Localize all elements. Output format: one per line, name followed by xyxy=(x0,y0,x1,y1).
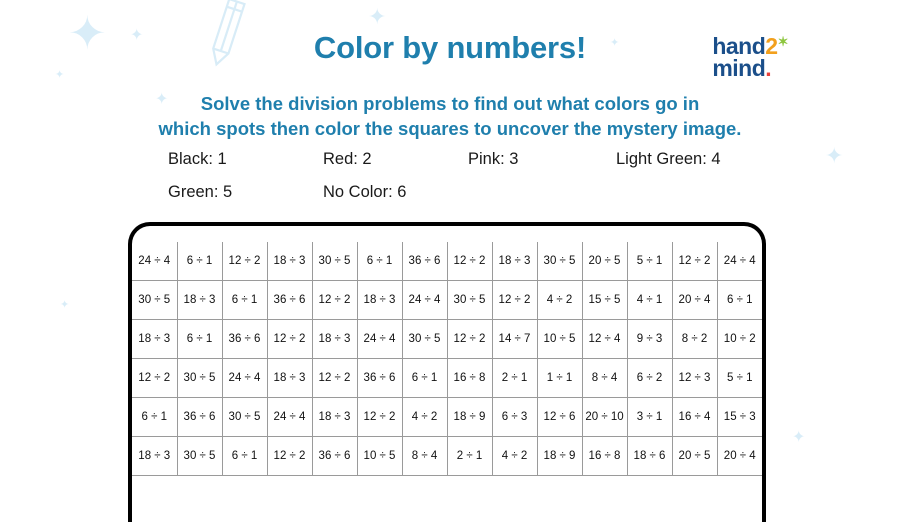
page-title: Color by numbers! xyxy=(313,30,587,65)
logo-line1: hand xyxy=(712,33,766,59)
grid-cell[interactable]: 10 ÷ 5 xyxy=(357,437,402,476)
grid-cell[interactable]: 6 ÷ 1 xyxy=(132,398,177,437)
grid-cell[interactable]: 36 ÷ 6 xyxy=(402,242,447,281)
grid-cell[interactable]: 4 ÷ 2 xyxy=(492,437,537,476)
star-decoration-2: ✦ xyxy=(130,27,144,44)
grid-cell[interactable]: 30 ÷ 5 xyxy=(132,281,177,320)
star-decoration-4: ✦ xyxy=(368,4,387,29)
grid-cell[interactable]: 30 ÷ 5 xyxy=(447,281,492,320)
grid-cell[interactable]: 18 ÷ 3 xyxy=(267,242,312,281)
grid-cell[interactable]: 2 ÷ 1 xyxy=(492,359,537,398)
grid-cell[interactable]: 18 ÷ 3 xyxy=(132,437,177,476)
grid-cell[interactable]: 14 ÷ 7 xyxy=(492,320,537,359)
grid-cell[interactable]: 20 ÷ 4 xyxy=(717,437,762,476)
grid-cell[interactable]: 6 ÷ 2 xyxy=(627,359,672,398)
grid-cell[interactable]: 24 ÷ 4 xyxy=(132,242,177,281)
star-decoration-7: ✦ xyxy=(825,143,844,168)
grid-cell[interactable]: 8 ÷ 4 xyxy=(402,437,447,476)
grid-cell[interactable]: 30 ÷ 5 xyxy=(312,242,357,281)
grid-cell[interactable]: 20 ÷ 5 xyxy=(582,242,627,281)
logo-dot: . xyxy=(765,54,772,81)
grid-cell[interactable]: 5 ÷ 1 xyxy=(717,359,762,398)
puzzle-grid-container xyxy=(128,222,766,522)
grid-cell[interactable]: 24 ÷ 4 xyxy=(267,398,312,437)
grid-cell[interactable]: 6 ÷ 1 xyxy=(357,242,402,281)
grid-cell[interactable]: 24 ÷ 4 xyxy=(357,320,402,359)
legend-item-blank-2 xyxy=(616,183,766,202)
grid-cell[interactable]: 2 ÷ 1 xyxy=(447,437,492,476)
grid-cell[interactable]: 6 ÷ 3 xyxy=(492,398,537,437)
grid-cell[interactable]: 30 ÷ 5 xyxy=(537,242,582,281)
grid-cell[interactable]: 18 ÷ 3 xyxy=(492,242,537,281)
legend-item-blank-1 xyxy=(468,183,616,202)
legend-item-light-green: Light Green: 4 xyxy=(616,150,721,168)
grid-cell[interactable]: 15 ÷ 3 xyxy=(717,398,762,437)
grid-cell[interactable]: 6 ÷ 1 xyxy=(177,320,222,359)
grid-row xyxy=(132,281,762,320)
grid-cell[interactable]: 18 ÷ 3 xyxy=(357,281,402,320)
brand-logo xyxy=(712,33,788,81)
grid-cell[interactable]: 12 ÷ 2 xyxy=(267,320,312,359)
grid-row xyxy=(132,242,762,281)
grid-cell[interactable]: 8 ÷ 4 xyxy=(582,359,627,398)
grid-cell[interactable]: 36 ÷ 6 xyxy=(267,281,312,320)
legend-item-pink: Pink: 3 xyxy=(468,150,519,168)
star-decoration-5: ✦ xyxy=(610,37,620,49)
grid-cell[interactable]: 20 ÷ 4 xyxy=(672,281,717,320)
grid-cell[interactable]: 20 ÷ 5 xyxy=(672,437,717,476)
grid-cell[interactable]: 18 ÷ 9 xyxy=(447,398,492,437)
grid-cell[interactable]: 12 ÷ 3 xyxy=(672,359,717,398)
instructions-line-2: which spots then color the squares to uncover the mystery image. xyxy=(158,117,742,139)
grid-cell[interactable]: 18 ÷ 3 xyxy=(177,281,222,320)
grid-cell[interactable]: 36 ÷ 6 xyxy=(357,359,402,398)
star-decoration-1: ✦ xyxy=(68,7,107,59)
grid-cell[interactable]: 12 ÷ 2 xyxy=(132,359,177,398)
grid-cell[interactable]: 10 ÷ 5 xyxy=(537,320,582,359)
grid-row xyxy=(132,320,762,359)
grid-cell[interactable]: 36 ÷ 6 xyxy=(222,320,267,359)
legend-row xyxy=(168,183,768,202)
grid-cell[interactable]: 24 ÷ 4 xyxy=(717,242,762,281)
logo-line2: mind xyxy=(712,54,766,81)
grid-cell[interactable]: 16 ÷ 8 xyxy=(582,437,627,476)
grid-cell[interactable]: 20 ÷ 10 xyxy=(582,398,627,437)
grid-cell[interactable]: 12 ÷ 2 xyxy=(312,359,357,398)
star-decoration-3: ✦ xyxy=(55,69,65,81)
sparkle-icon: ✶ xyxy=(777,34,788,49)
legend-row xyxy=(168,150,768,169)
grid-cell[interactable]: 18 ÷ 3 xyxy=(132,320,177,359)
grid-cell[interactable]: 4 ÷ 2 xyxy=(537,281,582,320)
grid-cell[interactable]: 16 ÷ 8 xyxy=(447,359,492,398)
grid-row xyxy=(132,359,762,398)
grid-cell[interactable]: 24 ÷ 4 xyxy=(222,359,267,398)
grid-cell[interactable]: 30 ÷ 5 xyxy=(402,320,447,359)
grid-cell[interactable]: 12 ÷ 2 xyxy=(492,281,537,320)
grid-cell[interactable]: 1 ÷ 1 xyxy=(537,359,582,398)
instructions xyxy=(0,92,900,142)
grid-cell[interactable]: 24 ÷ 4 xyxy=(402,281,447,320)
star-decoration-6: ✦ xyxy=(155,91,169,108)
grid-cell[interactable]: 12 ÷ 2 xyxy=(267,437,312,476)
grid-cell[interactable]: 18 ÷ 3 xyxy=(312,398,357,437)
grid-row xyxy=(132,398,762,437)
grid-cell[interactable]: 6 ÷ 1 xyxy=(222,437,267,476)
legend-item-black: Black: 1 xyxy=(168,150,227,168)
grid-cell[interactable]: 12 ÷ 4 xyxy=(582,320,627,359)
grid-cell[interactable]: 6 ÷ 1 xyxy=(222,281,267,320)
legend-item-no-color: No Color: 6 xyxy=(323,183,407,201)
grid-cell[interactable]: 15 ÷ 5 xyxy=(582,281,627,320)
grid-cell[interactable]: 12 ÷ 2 xyxy=(447,242,492,281)
grid-cell[interactable]: 30 ÷ 5 xyxy=(177,359,222,398)
grid-cell[interactable]: 6 ÷ 1 xyxy=(717,281,762,320)
grid-cell[interactable]: 18 ÷ 3 xyxy=(267,359,312,398)
grid-cell[interactable]: 12 ÷ 6 xyxy=(537,398,582,437)
grid-cell[interactable]: 8 ÷ 2 xyxy=(672,320,717,359)
grid-cell[interactable]: 36 ÷ 6 xyxy=(177,398,222,437)
grid-cell[interactable]: 4 ÷ 2 xyxy=(402,398,447,437)
grid-cell[interactable]: 6 ÷ 1 xyxy=(402,359,447,398)
grid-cell[interactable]: 9 ÷ 3 xyxy=(627,320,672,359)
color-legend xyxy=(168,150,768,216)
grid-cell[interactable]: 10 ÷ 2 xyxy=(717,320,762,359)
star-decoration-9: ✦ xyxy=(60,299,70,311)
grid-cell[interactable]: 18 ÷ 6 xyxy=(627,437,672,476)
grid-cell[interactable]: 12 ÷ 2 xyxy=(447,320,492,359)
grid-cell[interactable]: 4 ÷ 1 xyxy=(627,281,672,320)
grid-row xyxy=(132,437,762,476)
puzzle-grid xyxy=(132,242,762,476)
grid-cell[interactable]: 16 ÷ 4 xyxy=(672,398,717,437)
star-decoration-8: ✦ xyxy=(792,429,806,446)
grid-cell[interactable]: 36 ÷ 6 xyxy=(312,437,357,476)
grid-cell[interactable]: 12 ÷ 2 xyxy=(672,242,717,281)
grid-cell[interactable]: 3 ÷ 1 xyxy=(627,398,672,437)
grid-cell[interactable]: 12 ÷ 2 xyxy=(357,398,402,437)
instructions-line-1: Solve the division problems to find out what colors go in xyxy=(200,93,700,114)
grid-cell[interactable]: 6 ÷ 1 xyxy=(177,242,222,281)
grid-cell[interactable]: 30 ÷ 5 xyxy=(177,437,222,476)
logo-two: 2 xyxy=(765,33,778,59)
grid-cell[interactable]: 5 ÷ 1 xyxy=(627,242,672,281)
grid-cell[interactable]: 12 ÷ 2 xyxy=(312,281,357,320)
grid-cell[interactable]: 12 ÷ 2 xyxy=(222,242,267,281)
grid-cell[interactable]: 18 ÷ 3 xyxy=(312,320,357,359)
legend-item-red: Red: 2 xyxy=(323,150,372,168)
legend-item-green: Green: 5 xyxy=(168,183,233,201)
grid-cell[interactable]: 18 ÷ 9 xyxy=(537,437,582,476)
grid-cell[interactable]: 30 ÷ 5 xyxy=(222,398,267,437)
